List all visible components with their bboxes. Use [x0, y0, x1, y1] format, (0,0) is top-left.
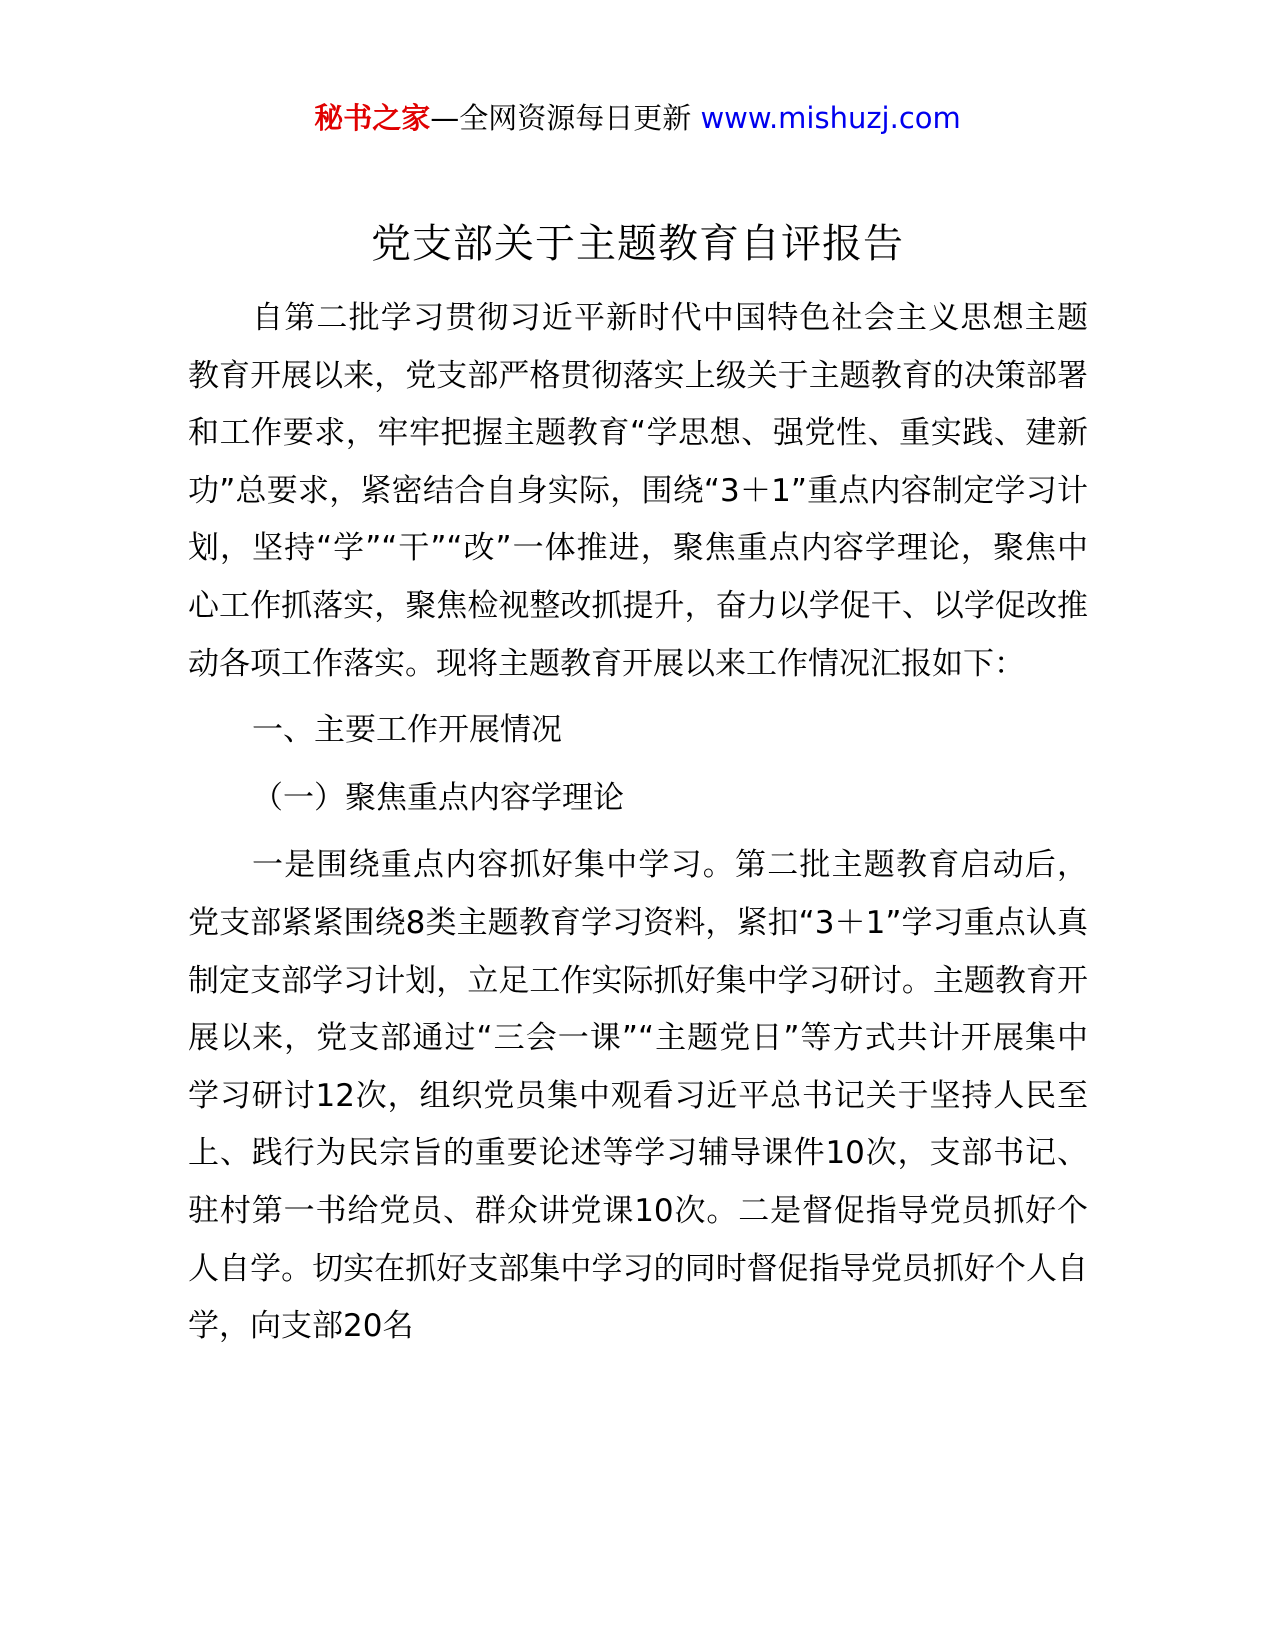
document-body — [188, 290, 1088, 1356]
section-heading: 一、主要工作开展情况 — [252, 712, 562, 749]
site-header — [0, 98, 1275, 138]
document-title: 党支部关于主题教育自评报告 — [371, 221, 904, 267]
site-url-link[interactable]: www.mishuzj.com — [700, 101, 961, 135]
brand-name: 秘书之家 — [314, 101, 431, 135]
header-tagline: —全网资源每日更新 — [430, 101, 692, 135]
intro-paragraph: 自第二批学习贯彻习近平新时代中国特色社会主义思想主题教育开展以来，党支部严格贯彻落实上级关于主题教育的决策部署和工作要求，牢牢把握主题教育“学思想、强党性、重实践、建新功”总要求，紧密结合自身实际，围绕“3＋1”重点内容制定学习计划，坚持“学”“干”“改”一体推进，聚焦重点内容学理论，聚焦中心工作抓落实，聚焦检视整改抓提升，奋力以学促干、以学促改推动各项工作落实。现将主题教育开展以来工作情况汇报如下： — [188, 300, 1088, 682]
subsection-heading: （一）聚焦重点内容学理论 — [252, 779, 624, 816]
subsection-paragraph: 一是围绕重点内容抓好集中学习。第二批主题教育启动后，党支部紧紧围绕8类主题教育学习资料，紧扣“3＋1”学习重点认真制定支部学习计划，立足工作实际抓好集中学习研讨。主题教育开展以来，党支部通过“三会一课”“主题党日”等方式共计开展集中学习研讨12次，组织党员集中观看习近平总书记关于坚持人民至上、践行为民宗旨的重要论述等学习辅导课件10次，支部书记、驻村第一书给党员、群众讲党课10次。二是督促指导党员抓好个人自学。切实在抓好支部集中学习的同时督促指导党员抓好个人自学，向支部20名 — [188, 847, 1088, 1345]
